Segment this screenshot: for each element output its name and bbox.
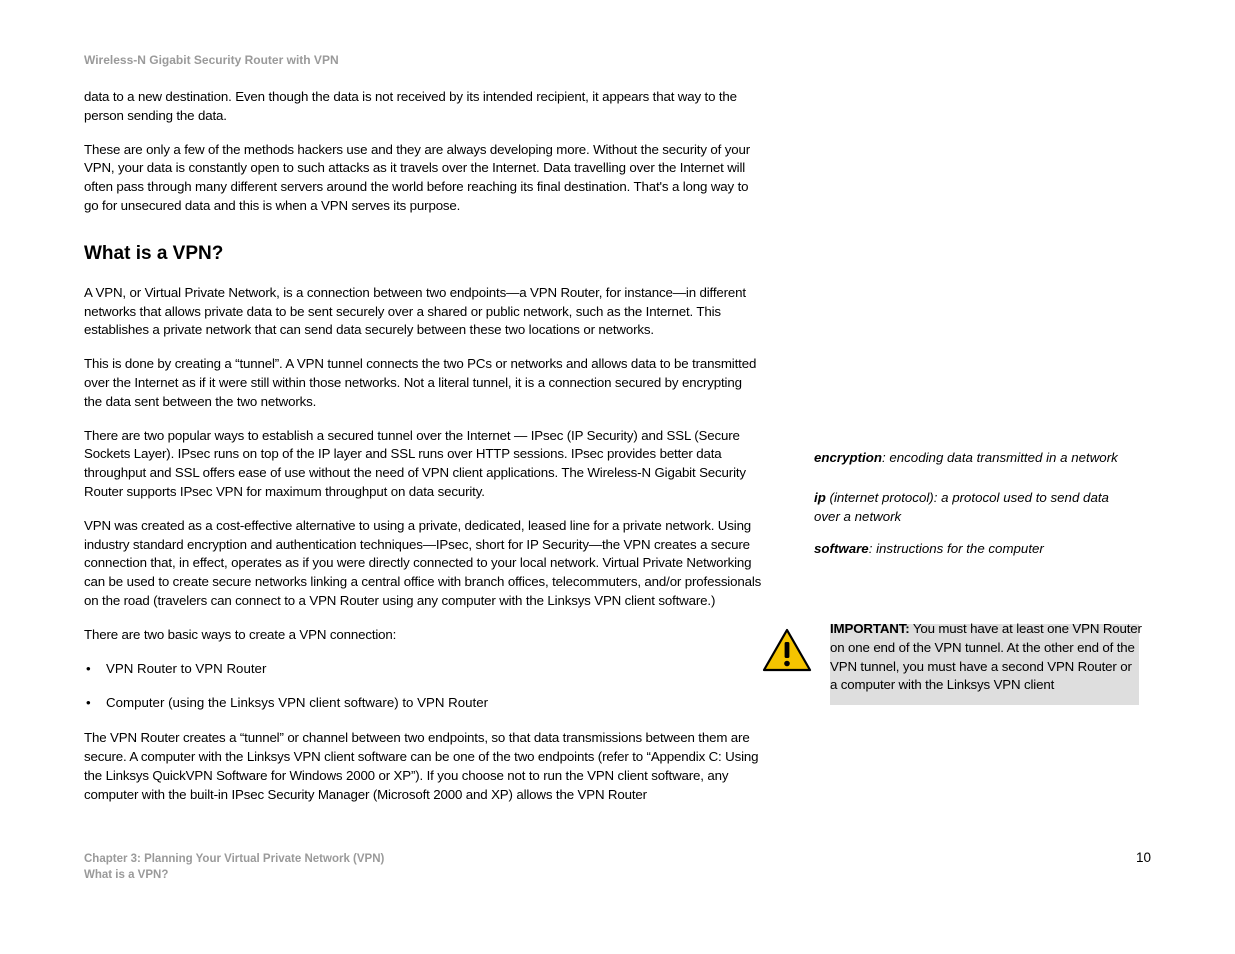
running-header: Wireless-N Gigabit Security Router with VPN (84, 53, 339, 67)
footer-section: What is a VPN? (84, 869, 169, 881)
glossary-term: encryption (814, 450, 882, 465)
paragraph: A VPN, or Virtual Private Network, is a connection between two endpoints—a VPN Router, for instance—in different networks that allows private data to be sent securely over a shared or public network, such as the Internet. This establishes a private network that can send data securely between these two locations or networks. (84, 284, 746, 338)
paragraph: VPN was created as a cost-effective alternative to using a private, dedicated, leased line for a private network. Using industry standard encryption and authentication techniques—IPsec, short for IP Security—the VPN creates a secure connection that, in effect, operates as if you were directly connected to your local network. Virtual Private Networking can be used to create secure networks linking a central office with branch offices, telecommuters, and/or professionals on the road (travelers can connect to a VPN Router using any computer with the Linksys VPN client software.) (84, 517, 762, 608)
glossary-definition: : instructions for the computer (868, 541, 1044, 556)
paragraph: data to a new destination. Even though the data is not received by its intended recipient, it appears that way to the person sending the data. (84, 89, 737, 123)
list-item-text: Computer (using the Linksys VPN client software) to VPN Router (106, 695, 489, 711)
bullet-list (84, 660, 762, 714)
paragraph: These are only a few of the methods hackers use and they are always developing more. Without the security of your VPN, your data is constantly open to such attacks as it travels over the Internet. Data travelling over the Internet will often pass through many different servers around the world before reaching its final destination. That's a long way to go for unsecured data and this is when a VPN serves its purpose. (84, 141, 750, 213)
paragraph: This is done by creating a “tunnel”. A VPN tunnel connects the two PCs or networks and allows data to be transmitted over the Internet as if it were still within those networks. Not a literal tunnel, it is a connection secured by encrypting the data sent between the two networks. (84, 356, 757, 409)
list-item (84, 660, 762, 679)
paragraph: There are two popular ways to establish a secured tunnel over the Internet — IPsec (IP Security) and SSL (Secure Sockets Layer). IPsec runs on top of the IP layer and SSL runs over HTTP sessions. IPsec provides better data throughput and SSL offers ease of use without the need of VPN client applications. The Wireless-N Gigabit Security Router supports IPsec VPN for maximum throughput on data security. (84, 427, 746, 499)
important-note (830, 620, 1142, 695)
bullet-mark: • (86, 660, 91, 676)
main-column (84, 88, 762, 819)
note-text: You must have at least one VPN Router on one end of the VPN tunnel. At the other end of the VPN tunnel, you must have a second VPN Router or a computer with the Linksys VPN client (830, 621, 1142, 693)
footer (84, 851, 384, 883)
glossary-term: software (814, 541, 869, 556)
warning-icon (762, 628, 812, 672)
section-heading: What is a VPN? (84, 242, 224, 264)
note-label: IMPORTANT: (830, 621, 910, 636)
glossary-definition: (internet protocol): a protocol used to send data over a network (814, 490, 1109, 524)
paragraph: The VPN Router creates a “tunnel” or channel between two endpoints, so that data transmissions between them are secure. A computer with the Linksys VPN client software can be one of the two endpoints (refer to “Appendix C: Using the Linksys QuickVPN Software for Windows 2000 or XP”). If you choose not to run the VPN client software, any computer with the built-in IPsec Security Manager (Microsoft 2000 and XP) allows the VPN Router (84, 730, 759, 802)
page-number: 10 (1136, 850, 1152, 865)
glossary-entry-software (814, 539, 1144, 558)
glossary-entry-encryption (814, 448, 1144, 467)
bullet-mark: • (86, 695, 91, 711)
glossary-definition: : encoding data transmitted in a network (881, 450, 1118, 465)
list-item-text: VPN Router to VPN Router (106, 660, 267, 676)
list-item (84, 694, 762, 713)
glossary-term: ip (814, 490, 826, 505)
paragraph: There are two basic ways to create a VPN connection: (84, 626, 397, 642)
footer-chapter: Chapter 3: Planning Your Virtual Private Network (VPN) (84, 853, 385, 865)
glossary-entry-ip (814, 488, 1134, 526)
